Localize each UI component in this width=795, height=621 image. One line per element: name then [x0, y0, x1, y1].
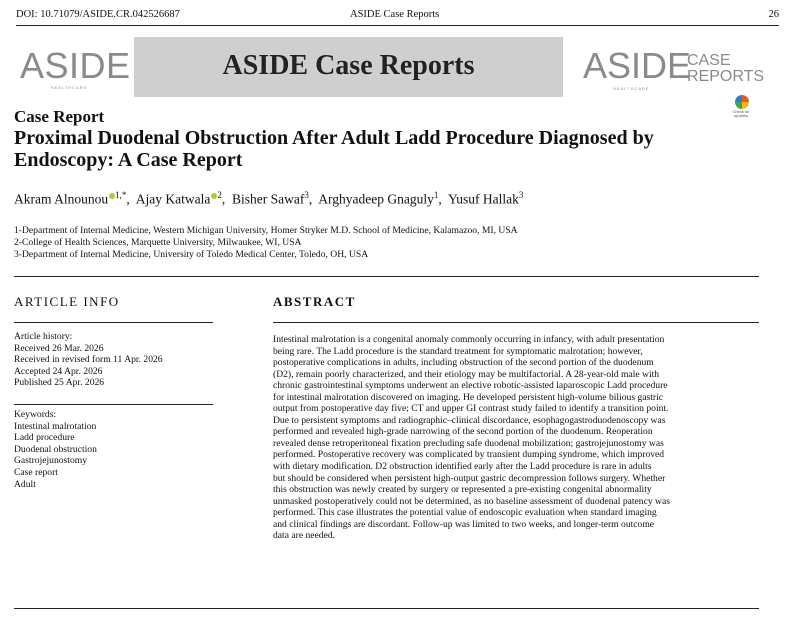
abstract-line: performed. This case illustrates the potential value of endoscopic evaluation when standard imaging [273, 507, 657, 519]
author-name: Akram Alnounou [14, 191, 109, 207]
history-published: Published 25 Apr. 2026 [14, 377, 105, 389]
abstract-line: Due to persistent symptoms and radiographic–clinical discordance, esophagogastroduodenoscopy was [273, 414, 666, 426]
affiliation-3: 3-Department of Internal Medicine, University of Toledo Medical Center, Toledo, OH, USA [14, 249, 369, 260]
abstract-line: output from postoperative day five; CT and upper GI contrast study failed to identify a transition point. [273, 403, 669, 415]
logo-right-side-line2: REPORTS [687, 68, 765, 85]
abstract-line: Intestinal malrotation is a congenital anomaly commonly occurring in infancy, with adult presentation [273, 334, 665, 345]
page-number: 26 [768, 9, 779, 20]
author-affil-mark: 3 [304, 190, 309, 200]
abstract-line: and clinical findings are discordant. Follow-up was limited to two weeks, and longer-term outcome [273, 518, 655, 530]
abstract-rule [273, 322, 759, 323]
bottom-rule [14, 608, 759, 609]
doi-text: DOI: 10.71079/ASIDE.CR.042526687 [16, 9, 180, 20]
running-journal-name: ASIDE Case Reports [350, 9, 440, 20]
keyword-item: Intestinal malrotation [14, 420, 97, 432]
article-type: Case Report [14, 107, 105, 126]
author-name: Bisher Sawaf [231, 191, 305, 207]
logo-right-side-text [687, 53, 764, 85]
abstract-line: performed and revealed high-grade narrowing of the second portion of the duodenum. Reoperation [273, 426, 653, 438]
author-list: Akram Alnounou $^{1,*}$, Ajay Katwala $^2$, Bisher Sawaf$^3$, Arghyadeep Gnaguly$^1$, Yusuf Hallak$^3$ [14, 190, 524, 207]
article-title-line-1: Proximal Duodenal Obstruction After Adult Ladd Procedure Diagnosed by [14, 127, 654, 149]
keyword-item: Adult [14, 478, 36, 490]
affiliation-1: 1-Department of Internal Medicine, Western Michigan University, Homer Stryker M.D. School of Medicine, Kalamazoo, MI, USA [14, 225, 518, 236]
keyword-item: Duodenal obstruction [14, 443, 97, 455]
aside-case-reports-logo-right [583, 45, 765, 92]
keywords-block [14, 409, 214, 490]
abstract-line: this obstruction was newly created by surgery or represented a pre-existing congenital abnormality [273, 484, 652, 496]
keyword-item: Gastrojejunostomy [14, 455, 88, 467]
keywords-label: Keywords: [14, 409, 57, 420]
check-for-updates-label: Check for updates [732, 109, 750, 118]
abstract-heading: ABSTRACT [273, 294, 356, 309]
logo-left-subtext: HEALTHCARE [50, 85, 88, 90]
article-history-label: Article history: [14, 331, 73, 342]
article-title [14, 127, 734, 171]
abstract-line: but should be considered when persistent high-output gastric decompression follows surgery. Whether [273, 472, 666, 484]
section-divider [14, 276, 759, 277]
article-history [14, 331, 214, 389]
header-rule [16, 25, 779, 26]
abstract-line: data are needed. [273, 530, 336, 542]
banner-title: ASIDE Case Reports [222, 50, 475, 81]
check-for-updates-badge[interactable] [728, 95, 754, 119]
article-info-rule [14, 322, 213, 323]
abstract-line: (D2), remain poorly characterized, and their etiology may be multifactorial. A 28-year-old male with [273, 368, 660, 380]
abstract-line: unmasked postoperatively could not be determined, as no baseline assessment of duodenal patency was [273, 495, 670, 507]
author-affil-mark: 3 [518, 190, 524, 200]
abstract-line: with dietary modification. D2 obstruction identified early after the Ladd procedure is rare in adults [273, 461, 652, 473]
author-affil-mark: 2 [217, 190, 222, 200]
running-header [16, 9, 779, 23]
abstract-line: postoperative complications in adults, including obstruction of the second portion of the duodenum [273, 357, 654, 369]
article-title-line-2: Endoscopy: A Case Report [14, 149, 243, 171]
logo-right-side-line1: CASE [687, 52, 731, 69]
abstract-line: for intestinal malrotation discovered on imaging. He developed persistent high-volume bilious gastric [273, 391, 664, 403]
abstract-line: performed. Postoperative recovery was complicated by transient dumping syndrome, which improved [273, 449, 665, 461]
abstract-line: chronic gastrointestinal symptoms underwent an elective robotic-assisted laparoscopic Ladd procedure [273, 380, 668, 392]
article-info-heading: ARTICLE INFO [14, 294, 120, 309]
logo-right-subtext: HEALTHCARE [613, 86, 650, 91]
affiliation-2: 2-College of Health Sciences, Marquette University, Milwaukee, WI, USA [14, 237, 302, 248]
author-affil-mark: 1 [433, 190, 439, 200]
keyword-item: Case report [14, 466, 58, 478]
aside-healthcare-logo-left [20, 45, 131, 92]
history-accepted: Accepted 24 Apr. 2026 [14, 365, 103, 377]
author-name: Ajay Katwala [135, 191, 211, 207]
history-received: Received 26 Mar. 2026 [14, 342, 104, 354]
author-name: Arghyadeep Gnaguly [318, 191, 434, 207]
abstract-body [273, 334, 759, 542]
check-for-updates-icon [735, 95, 749, 109]
logo-right-text: ASIDE [583, 45, 692, 86]
author-name: Yusuf Hallak [447, 191, 519, 207]
author-affil-mark: 1,* [115, 190, 127, 200]
history-revised: Received in revised form 11 Apr. 2026 [14, 354, 163, 366]
keywords-rule [14, 404, 213, 405]
abstract-line: revealed dense retroperitoneal fixation precluding safe duodenal mobilization; gastrojejunostomy was [273, 437, 664, 449]
keyword-item: Ladd procedure [14, 432, 75, 444]
abstract-line: being rare. The Ladd procedure is the standard treatment for symptomatic malrotation; however, [273, 345, 643, 357]
logo-left-text: ASIDE [20, 45, 131, 86]
